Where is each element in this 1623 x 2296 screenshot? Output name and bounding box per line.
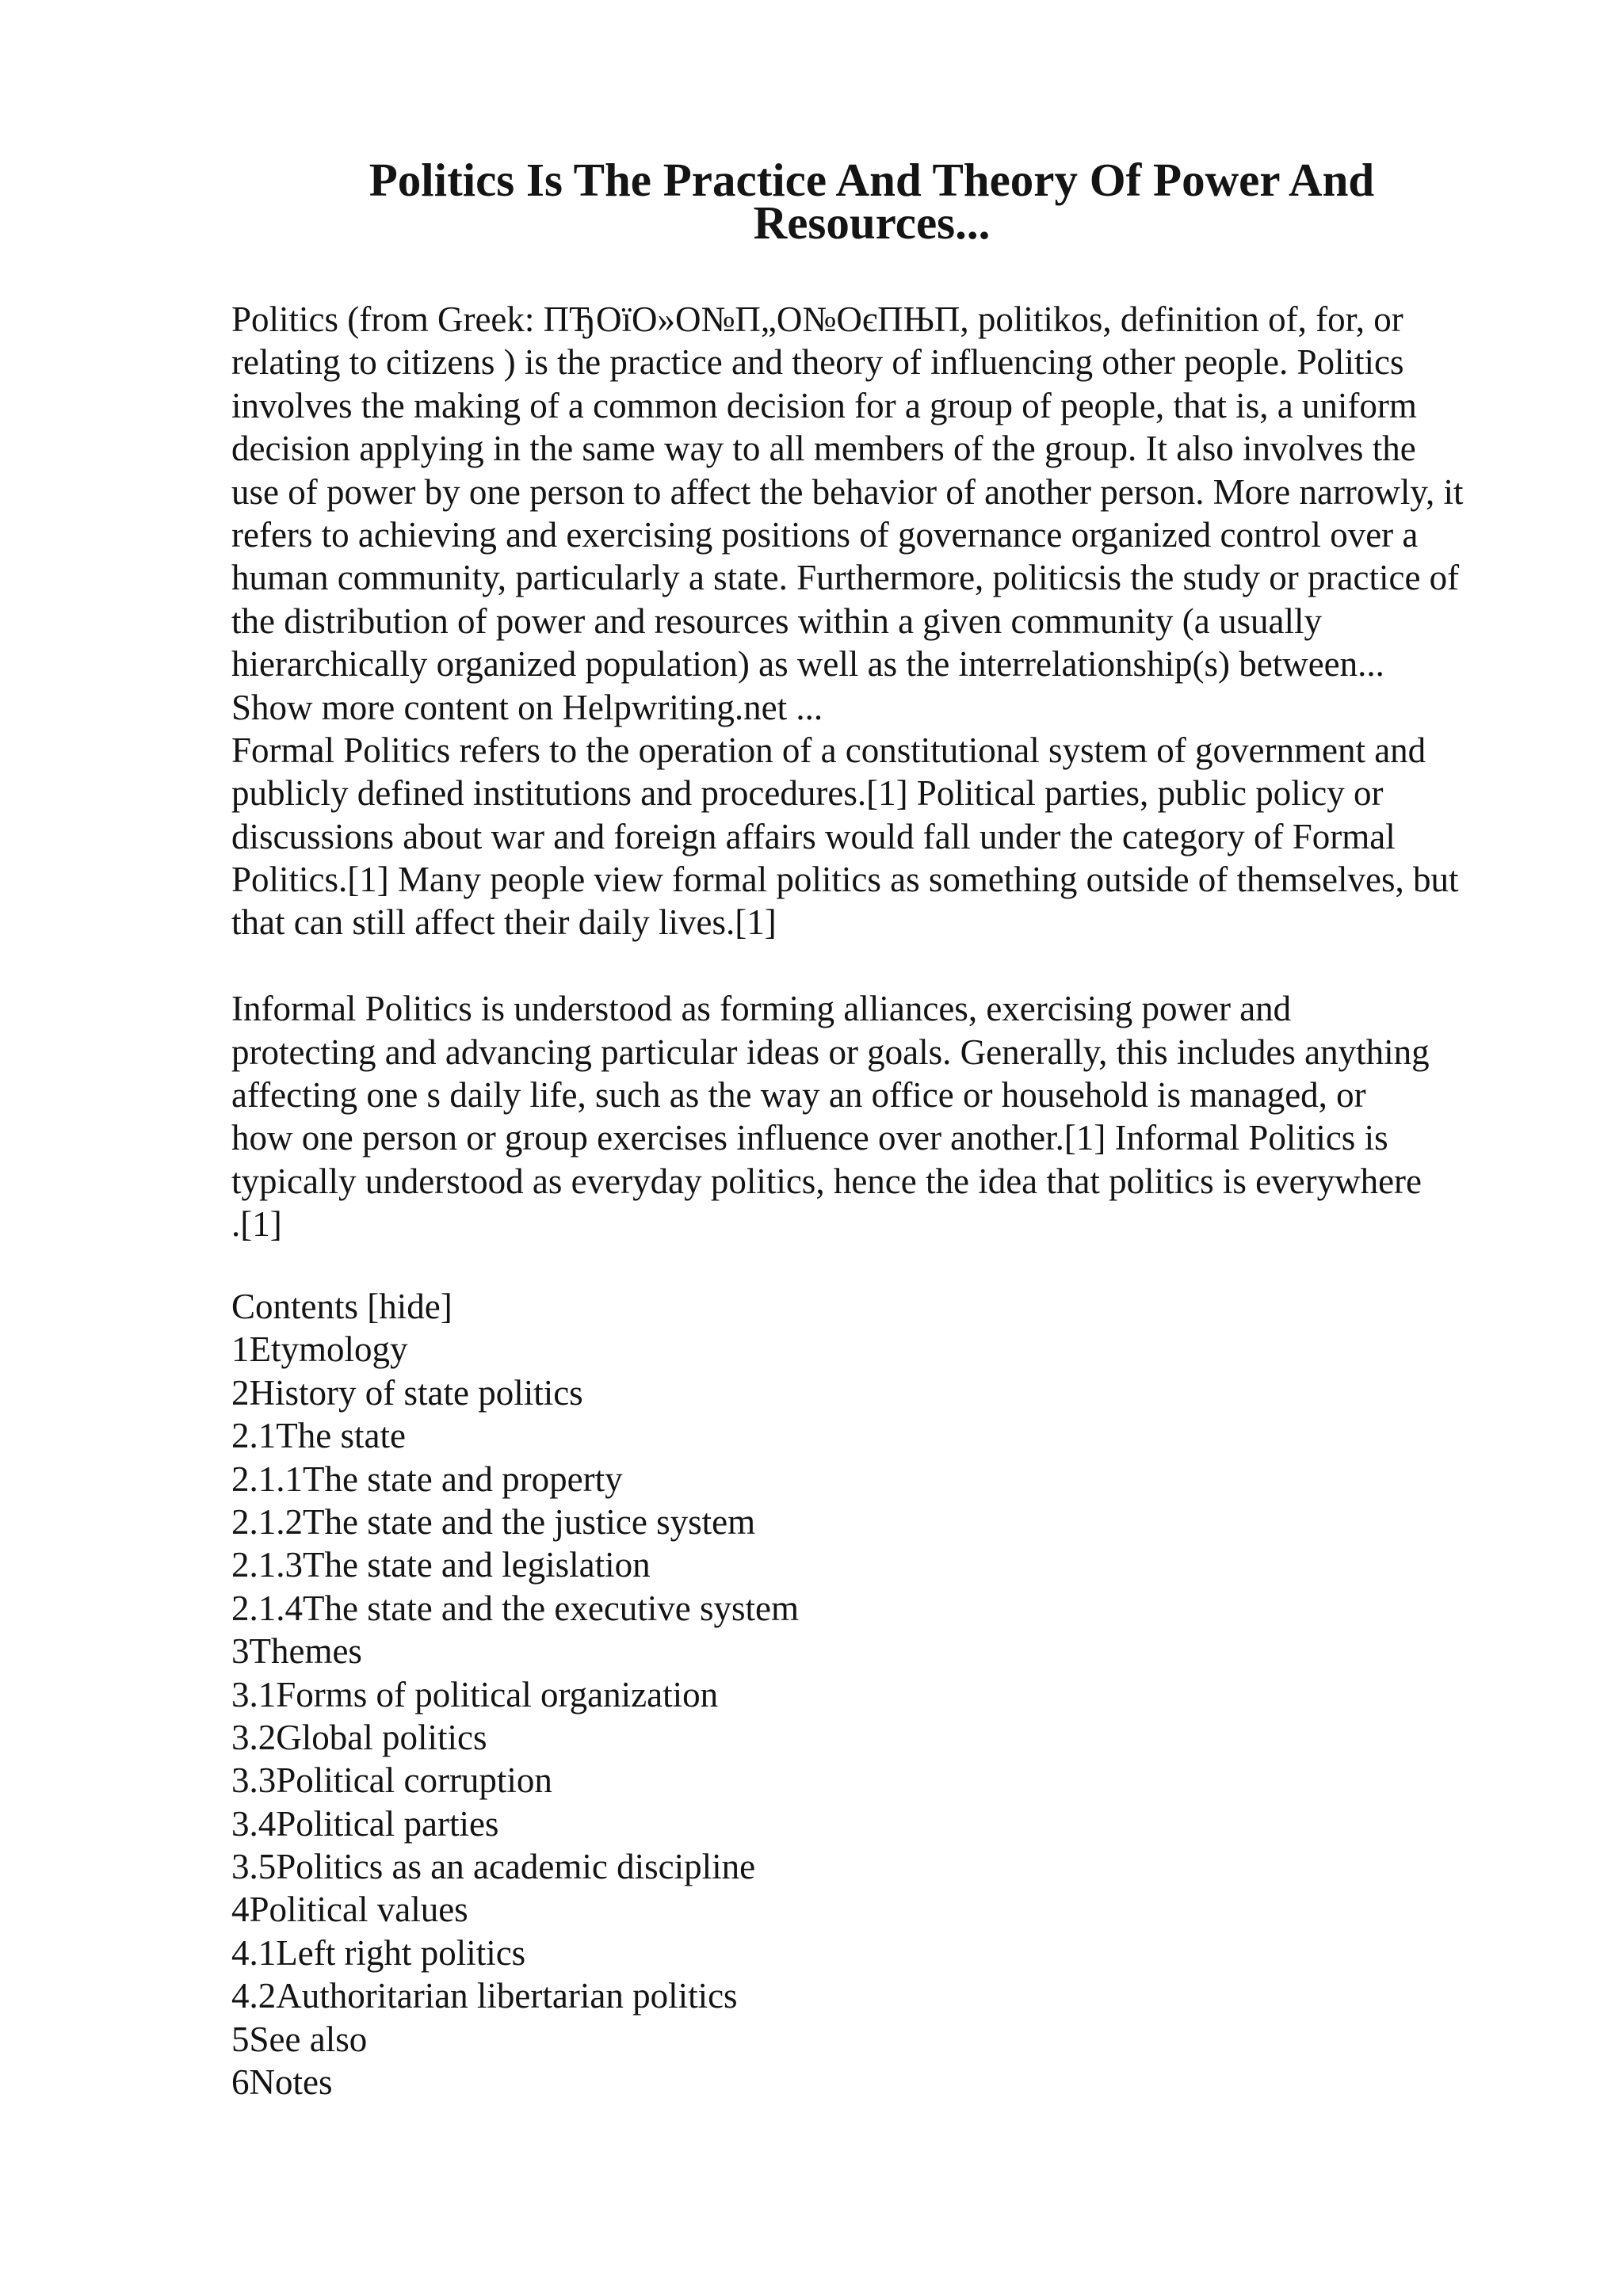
text-line: typically understood as everyday politics, hence the idea that politics is everywhere xyxy=(231,1161,1423,1201)
text-line: decision applying in the same way to all members of the group. It also involves the xyxy=(231,429,1416,469)
toc-item: 1Etymology xyxy=(231,1329,408,1370)
text-line: the distribution of power and resources within a given community (a usually xyxy=(231,601,1322,641)
text-line: publicly defined institutions and procedures.[1] Political parties, public policy or xyxy=(231,773,1384,814)
toc-item: 3.2Global politics xyxy=(231,1717,487,1757)
text-line: .[1] xyxy=(231,1204,282,1245)
text-line: that can still affect their daily lives.[1] xyxy=(231,902,777,943)
toc-heading: Contents [hide] xyxy=(231,1287,453,1326)
text-line: involves the making of a common decision for a group of people, that is, a uniform xyxy=(231,385,1417,425)
text-line: affecting one s daily life, such as the way an office or household is managed, or xyxy=(231,1075,1366,1116)
toc-item: 3.3Political corruption xyxy=(231,1760,552,1801)
text-line: refers to achieving and exercising positions of governance organized control over a xyxy=(231,514,1419,555)
paragraph-introduction xyxy=(231,298,1531,729)
text-line: protecting and advancing particular ideas or goals. Generally, this includes anything xyxy=(231,1032,1430,1072)
text-line: hierarchically organized population) as well as the interrelationship(s) between... xyxy=(231,644,1384,685)
document-title xyxy=(238,151,1506,250)
toc-item: 3.4Political parties xyxy=(231,1803,499,1844)
toc-item: 4Political values xyxy=(231,1890,468,1930)
toc-item: 2.1.3The state and legislation xyxy=(231,1545,651,1585)
toc-item: 2.1.1The state and property xyxy=(231,1459,623,1499)
text-line: Informal Politics is understood as forming alliances, exercising power and xyxy=(231,989,1292,1029)
title-line: Politics Is The Practice And Theory Of Power And xyxy=(369,154,1375,206)
paragraph-gap xyxy=(231,944,1531,987)
paragraph-informal-politics xyxy=(231,987,1531,1245)
toc-item: 6Notes xyxy=(231,2062,333,2103)
toc-item: 4.2Authoritarian libertarian politics xyxy=(231,1976,738,2016)
show-more-line: Show more content on Helpwriting.net ... xyxy=(231,687,823,727)
toc-item: 3.1Forms of political organization xyxy=(231,1674,719,1714)
toc-item: 3.5Politics as an academic discipline xyxy=(231,1847,756,1887)
toc-item: 3Themes xyxy=(231,1631,362,1672)
toc-item: 2.1.4The state and the executive system xyxy=(231,1588,800,1628)
table-of-contents xyxy=(231,1285,1182,2103)
paragraph-formal-politics xyxy=(231,729,1531,944)
toc-item: 5See also xyxy=(231,2019,368,2059)
toc-item: 2.1.2The state and the justice system xyxy=(231,1501,756,1542)
text-line: use of power by one person to affect the behavior of another person. More narrowly, it xyxy=(231,471,1464,512)
toc-item: 2History of state politics xyxy=(231,1372,583,1413)
toc-item: 4.1Left right politics xyxy=(231,1932,526,1973)
toc-item: 2.1The state xyxy=(231,1416,406,1456)
text-line: Politics.[1] Many people view formal politics as something outside of themselves, but xyxy=(231,860,1459,900)
text-line: human community, particularly a state. Furthermore, politicsis the study or practice of xyxy=(231,558,1460,598)
text-line: how one person or group exercises influence over another.[1] Informal Politics is xyxy=(231,1118,1388,1158)
text-line: relating to citizens ) is the practice and theory of influencing other people. Politics xyxy=(231,342,1404,383)
text-line: Formal Politics refers to the operation of a constitutional system of government and xyxy=(231,730,1426,770)
document-body xyxy=(231,298,1531,1246)
text-line: Politics (from Greek: ПЂОїО»О№П„О№ОєПЊП, politikos, definition of, for, or xyxy=(231,299,1403,339)
title-line: Resources... xyxy=(753,196,991,250)
text-line: discussions about war and foreign affairs would fall under the category of Formal xyxy=(231,816,1396,856)
